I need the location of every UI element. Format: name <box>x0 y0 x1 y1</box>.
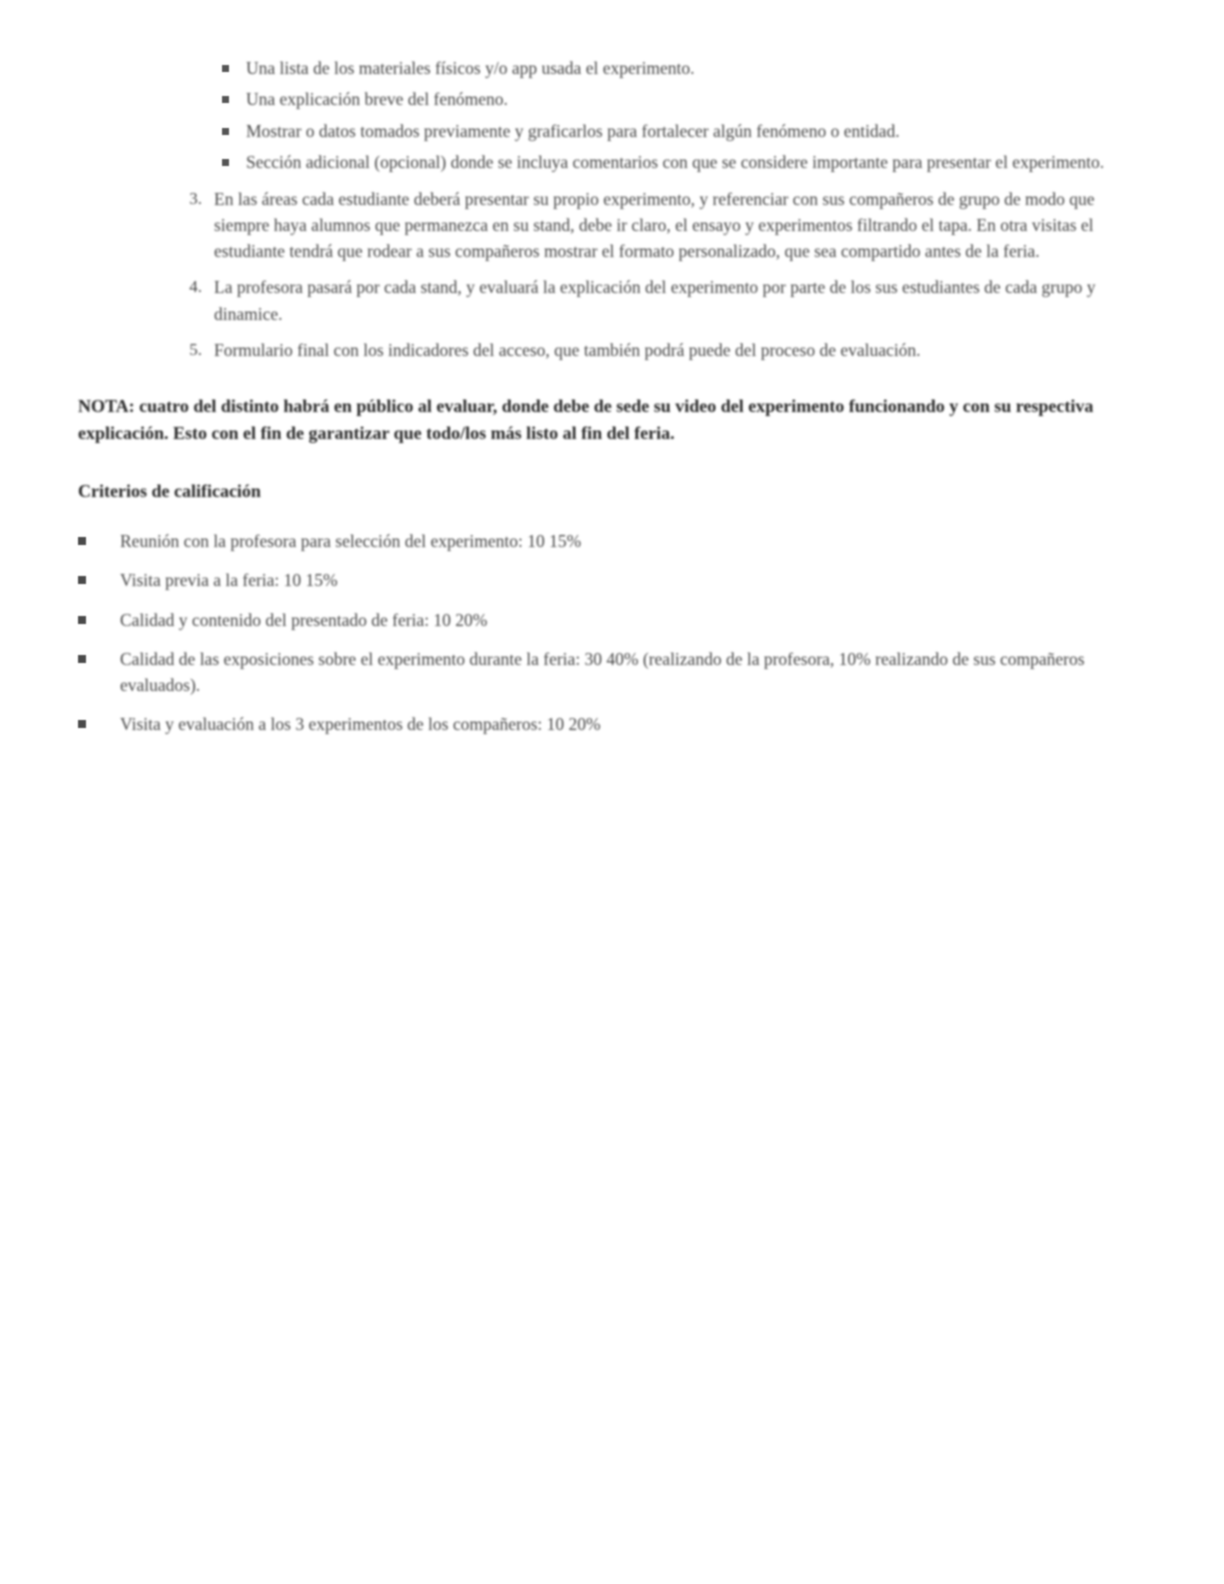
list-item-number: 5. <box>189 339 202 359</box>
sub-bullet-list <box>218 56 1138 176</box>
list-item <box>218 87 1138 112</box>
sub-bullet-text: Una lista de los materiales físicos y/o app usada el experimento. <box>246 58 695 78</box>
list-item <box>78 567 1138 593</box>
criteria-list <box>78 528 1138 738</box>
list-item <box>178 274 1138 327</box>
list-item-text: La profesora pasará por cada stand, y evaluará la explicación del experimento por parte de los sus estudiantes de cada grupo y dinamice. <box>214 277 1096 324</box>
list-item <box>218 150 1138 175</box>
criteria-text: Calidad de las exposiciones sobre el experimento durante la feria: 30 40% (realizando de la profesora, 10% realizando de sus compañeros evaluados). <box>120 648 1085 695</box>
list-item-text: En las áreas cada estudiante deberá presentar su propio experimento, y referenciar con sus compañeros de grupo de modo que siempre haya alumnos que permanezca en su stand, debe ir claro, el ensayo y experimentos filtrando el tapa. En otra visitas el estudiante tendrá que rodear a sus compañeros mostrar el formato personalizado, que sea compartido antes de la feria. <box>214 188 1095 261</box>
criteria-text: Visita y evaluación a los 3 experimentos de los compañeros: 10 20% <box>120 714 601 735</box>
sub-bullet-text: Una explicación breve del fenómeno. <box>246 89 508 110</box>
list-item-number: 3. <box>189 188 202 208</box>
list-item <box>78 646 1138 699</box>
sub-bullet-text: Sección adicional (opcional) donde se incluya comentarios con que se considere importante para presentar el experimento. <box>246 152 1105 173</box>
list-item-number: 4. <box>189 277 202 297</box>
document-content <box>78 56 1138 751</box>
list-item <box>218 119 1138 144</box>
list-item <box>78 711 1138 737</box>
list-item <box>178 337 1138 363</box>
list-item <box>218 56 1138 81</box>
list-item <box>78 607 1138 633</box>
list-item <box>78 528 1138 554</box>
criteria-text: Reunión con la profesora para selección del experimento: 10 15% <box>120 531 582 551</box>
criteria-text: Calidad y contenido del presentado de feria: 10 20% <box>120 609 488 630</box>
sub-bullet-text: Mostrar o datos tomados previamente y graficarlos para fortalecer algún fenómeno o entidad. <box>246 120 900 141</box>
numbered-list <box>178 186 1138 364</box>
note-paragraph: NOTA: cuatro del distinto habrá en público al evaluar, donde debe de sede su video del experimento funcionando y con su respectiva explicación. Esto con el fin de garantizar que todo/los más listo al fin del feria. <box>78 396 1094 443</box>
list-item <box>178 186 1138 265</box>
list-item-text: Formulario final con los indicadores del acceso, que también podrá puede del proceso de evaluación. <box>214 339 921 360</box>
criteria-text: Visita previa a la feria: 10 15% <box>120 570 338 591</box>
criteria-title: Criterios de calificación <box>78 481 261 501</box>
